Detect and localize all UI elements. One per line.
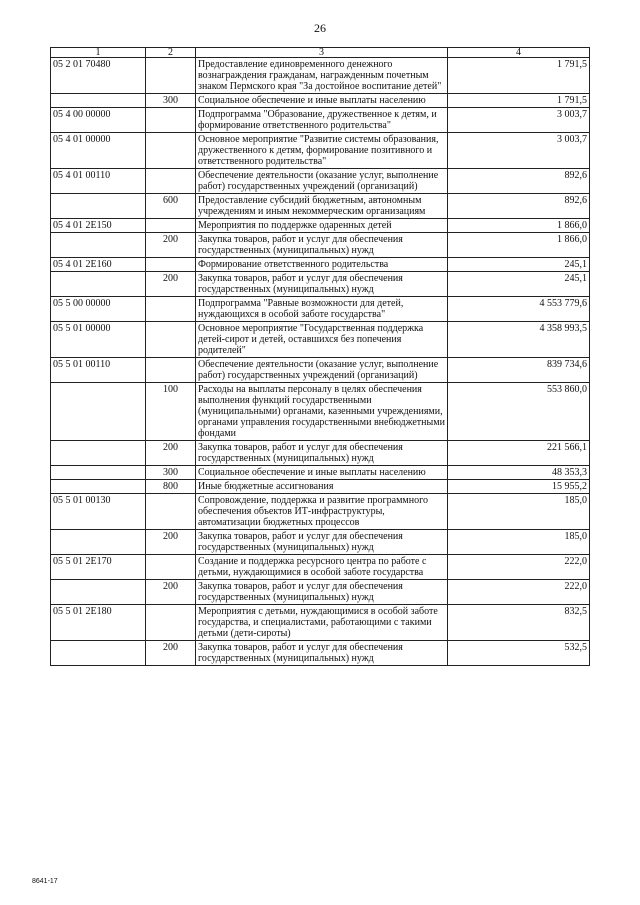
amount-cell: 3 003,7 [448, 108, 590, 133]
expense-type-cell [146, 605, 196, 641]
table-row [51, 297, 590, 322]
description-cell: Закупка товаров, работ и услуг для обеспечения государственных (муниципальных) нужд [196, 641, 448, 666]
description-cell: Закупка товаров, работ и услуг для обеспечения государственных (муниципальных) нужд [196, 530, 448, 555]
target-code-cell [51, 480, 146, 494]
expense-type-cell [146, 555, 196, 580]
table-body [51, 58, 590, 666]
table-row [51, 383, 590, 441]
description-cell: Обеспечение деятельности (оказание услуг, выполнение работ) государственных учреждений (организаций) [196, 169, 448, 194]
expense-type-cell [146, 322, 196, 358]
description-cell: Мероприятия с детьми, нуждающимися в особой заботе государства, и специалистами, работающими с такими детьми (дети-сироты) [196, 605, 448, 641]
expense-type-cell [146, 258, 196, 272]
description-cell: Создание и поддержка ресурсного центра по работе с детьми, нуждающимися в особой заботе государства [196, 555, 448, 580]
description-cell: Предоставление единовременного денежного вознаграждения гражданам, награжденным почетным знаком Пермского края "За достойное воспитание детей" [196, 58, 448, 94]
table-row [51, 555, 590, 580]
amount-cell: 245,1 [448, 258, 590, 272]
table-row [51, 580, 590, 605]
amount-cell: 185,0 [448, 494, 590, 530]
target-code-cell: 05 5 01 00130 [51, 494, 146, 530]
expense-type-cell: 200 [146, 272, 196, 297]
budget-table [50, 47, 590, 666]
amount-cell: 553 860,0 [448, 383, 590, 441]
column-header-4: 4 [448, 48, 590, 58]
expense-type-cell: 100 [146, 383, 196, 441]
description-cell: Подпрограмма "Образование, дружественное к детям, и формирование ответственного родительства" [196, 108, 448, 133]
table-row [51, 480, 590, 494]
table-row [51, 108, 590, 133]
target-code-cell: 05 4 00 00000 [51, 108, 146, 133]
table-row [51, 58, 590, 94]
target-code-cell [51, 530, 146, 555]
target-code-cell [51, 94, 146, 108]
expense-type-cell: 200 [146, 530, 196, 555]
table-row [51, 258, 590, 272]
expense-type-cell [146, 58, 196, 94]
expense-type-cell [146, 219, 196, 233]
description-cell: Мероприятия по поддержке одаренных детей [196, 219, 448, 233]
expense-type-cell [146, 297, 196, 322]
table-row [51, 530, 590, 555]
table-row [51, 466, 590, 480]
description-cell: Обеспечение деятельности (оказание услуг, выполнение работ) государственных учреждений (организаций) [196, 358, 448, 383]
table-row [51, 641, 590, 666]
expense-type-cell: 200 [146, 580, 196, 605]
amount-cell: 1 866,0 [448, 233, 590, 258]
target-code-cell [51, 272, 146, 297]
expense-type-cell: 800 [146, 480, 196, 494]
amount-cell: 245,1 [448, 272, 590, 297]
table-row [51, 94, 590, 108]
amount-cell: 221 566,1 [448, 441, 590, 466]
table-row [51, 605, 590, 641]
expense-type-cell [146, 133, 196, 169]
expense-type-cell: 200 [146, 233, 196, 258]
target-code-cell [51, 233, 146, 258]
target-code-cell: 05 4 01 00000 [51, 133, 146, 169]
description-cell: Расходы на выплаты персоналу в целях обеспечения выполнения функций государственными (муниципальными) органами, казенными учреждениями, органами управления государственными внебюджетными фондами [196, 383, 448, 441]
amount-cell: 222,0 [448, 580, 590, 605]
description-cell: Иные бюджетные ассигнования [196, 480, 448, 494]
description-cell: Основное мероприятие "Развитие системы образования, дружественного к детям, формирование позитивного и ответственного родительства" [196, 133, 448, 169]
expense-type-cell: 300 [146, 466, 196, 480]
amount-cell: 4 358 993,5 [448, 322, 590, 358]
amount-cell: 185,0 [448, 530, 590, 555]
target-code-cell [51, 580, 146, 605]
table-row [51, 441, 590, 466]
amount-cell: 892,6 [448, 194, 590, 219]
target-code-cell: 05 5 01 2Е180 [51, 605, 146, 641]
target-code-cell [51, 641, 146, 666]
table-row [51, 169, 590, 194]
amount-cell: 1 791,5 [448, 58, 590, 94]
target-code-cell [51, 441, 146, 466]
table-row [51, 272, 590, 297]
description-cell: Закупка товаров, работ и услуг для обеспечения государственных (муниципальных) нужд [196, 441, 448, 466]
target-code-cell: 05 5 01 00000 [51, 322, 146, 358]
description-cell: Социальное обеспечение и иные выплаты населению [196, 466, 448, 480]
table-row [51, 322, 590, 358]
description-cell: Закупка товаров, работ и услуг для обеспечения государственных (муниципальных) нужд [196, 272, 448, 297]
target-code-cell [51, 383, 146, 441]
description-cell: Закупка товаров, работ и услуг для обеспечения государственных (муниципальных) нужд [196, 233, 448, 258]
amount-cell: 832,5 [448, 605, 590, 641]
table-row [51, 233, 590, 258]
amount-cell: 15 955,2 [448, 480, 590, 494]
description-cell: Предоставление субсидий бюджетным, автономным учреждениям и иным некоммерческим организациям [196, 194, 448, 219]
expense-type-cell [146, 358, 196, 383]
amount-cell: 222,0 [448, 555, 590, 580]
column-header-1: 1 [51, 48, 146, 58]
target-code-cell: 05 4 01 2Е150 [51, 219, 146, 233]
table-row [51, 494, 590, 530]
description-cell: Социальное обеспечение и иные выплаты населению [196, 94, 448, 108]
table-row [51, 133, 590, 169]
description-cell: Сопровождение, поддержка и развитие программного обеспечения объектов ИТ-инфраструктуры, автоматизации бюджетных процессов [196, 494, 448, 530]
amount-cell: 48 353,3 [448, 466, 590, 480]
expense-type-cell: 300 [146, 94, 196, 108]
table-header-row [51, 48, 590, 58]
target-code-cell: 05 5 01 2Е170 [51, 555, 146, 580]
description-cell: Формирование ответственного родительства [196, 258, 448, 272]
target-code-cell: 05 4 01 00110 [51, 169, 146, 194]
table-row [51, 358, 590, 383]
expense-type-cell: 200 [146, 441, 196, 466]
target-code-cell [51, 194, 146, 219]
amount-cell: 1 791,5 [448, 94, 590, 108]
amount-cell: 4 553 779,6 [448, 297, 590, 322]
amount-cell: 1 866,0 [448, 219, 590, 233]
description-cell: Подпрограмма "Равные возможности для детей, нуждающихся в особой заботе государства" [196, 297, 448, 322]
expense-type-cell [146, 108, 196, 133]
amount-cell: 839 734,6 [448, 358, 590, 383]
target-code-cell: 05 5 01 00110 [51, 358, 146, 383]
target-code-cell: 05 4 01 2Е160 [51, 258, 146, 272]
expense-type-cell: 600 [146, 194, 196, 219]
page-number: 26 [314, 21, 326, 35]
target-code-cell: 05 5 00 00000 [51, 297, 146, 322]
expense-type-cell: 200 [146, 641, 196, 666]
table-row [51, 194, 590, 219]
target-code-cell: 05 2 01 70480 [51, 58, 146, 94]
description-cell: Основное мероприятие "Государственная поддержка детей-сирот и детей, оставшихся без попечения родителей" [196, 322, 448, 358]
expense-type-cell [146, 169, 196, 194]
column-header-3: 3 [196, 48, 448, 58]
amount-cell: 3 003,7 [448, 133, 590, 169]
expense-type-cell [146, 494, 196, 530]
footer-code: 8641-17 [32, 878, 58, 885]
column-header-2: 2 [146, 48, 196, 58]
table-row [51, 219, 590, 233]
description-cell: Закупка товаров, работ и услуг для обеспечения государственных (муниципальных) нужд [196, 580, 448, 605]
amount-cell: 532,5 [448, 641, 590, 666]
target-code-cell [51, 466, 146, 480]
amount-cell: 892,6 [448, 169, 590, 194]
